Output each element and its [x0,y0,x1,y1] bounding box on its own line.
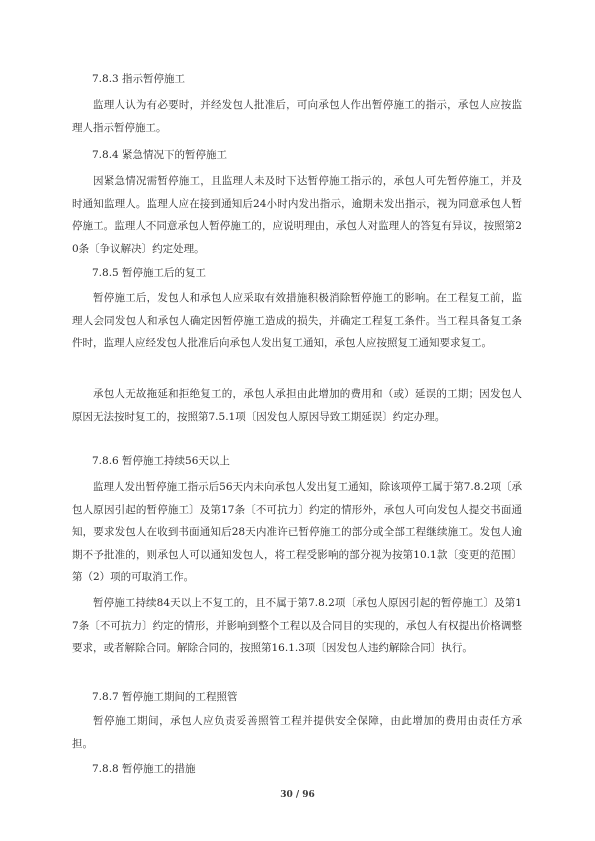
section-heading-7-8-8: 7.8.8 暂停施工的措施 [92,763,196,775]
section-heading-7-8-3: 7.8.3 指示暂停施工 [92,73,186,85]
paragraph-7-8-7-1: 暂停施工期间，承包人应负责妥善照管工程并提供安全保障，由此增加的费用由责任方承担。 [72,715,522,750]
page-number: 30 / 96 [280,790,315,800]
section-heading-7-8-5: 7.8.5 暂停施工后的复工 [92,267,207,279]
paragraph-7-8-5-1: 暂停施工后，发包人和承包人应采取有效措施积极消除暂停施工的影响。在工程复工前，监理人会同发包人和承包人确定因暂停施工造成的损失，并确定工程复工条件。当工程具备复工条件时，监理人应经发包人批准后向承包人发出复工通知，承包人应按照复工通知要求复工。 [72,292,522,349]
paragraph-7-8-6-2: 暂停施工持续84天以上不复工的，且不属于第7.8.2项〔承包人原因引起的暂停施工〕及第17条〔不可抗力〕约定的情形，并影响到整个工程以及合同目的实现的，承包人有权提出价格调整要求，或者解除合同。解除合同的，按照第16.1.3项〔因发包人违约解除合同〕执行。 [72,597,522,654]
section-heading-7-8-7: 7.8.7 暂停施工期间的工程照管 [92,691,238,703]
paragraph-7-8-6-1: 监理人发出暂停施工指示后56天内未向承包人发出复工通知，除该项停工属于第7.8.2项〔承包人原因引起的暂停施工〕及第17条〔不可抗力〕约定的情形外，承包人可向发包人提交书面通知，要求发包人在收到书面通知后28天内准许已暂停施工的部分或全部工程继续施工。发包人逾期不予批准的，则承包人可以通知发包人，将工程受影响的部分视为按第10.1款〔变更的范围〕第（2）项的可取消工作。 [72,481,522,583]
paragraph-7-8-3-1: 监理人认为有必要时，并经发包人批准后，可向承包人作出暂停施工的指示，承包人应按监理人指示暂停施工。 [72,99,522,134]
paragraph-7-8-5-2: 承包人无故拖延和拒绝复工的，承包人承担由此增加的费用和（或）延误的工期；因发包人原因无法按时复工的，按照第7.5.1项〔因发包人原因导致工期延误〕约定办理。 [72,388,522,423]
paragraph-7-8-4-1: 因紧急情况需暂停施工，且监理人未及时下达暂停施工指示的，承包人可先暂停施工，并及时通知监理人。监理人应在接到通知后24小时内发出指示，逾期未发出指示，视为同意承包人暂停施工。监理人不同意承包人暂停施工的，应说明理由，承包人对监理人的答复有异议，按照第20条〔争议解决〕约定处理。 [72,175,522,255]
section-heading-7-8-4: 7.8.4 紧急情况下的暂停施工 [92,149,228,161]
section-heading-7-8-6: 7.8.6 暂停施工持续56天以上 [92,455,230,467]
